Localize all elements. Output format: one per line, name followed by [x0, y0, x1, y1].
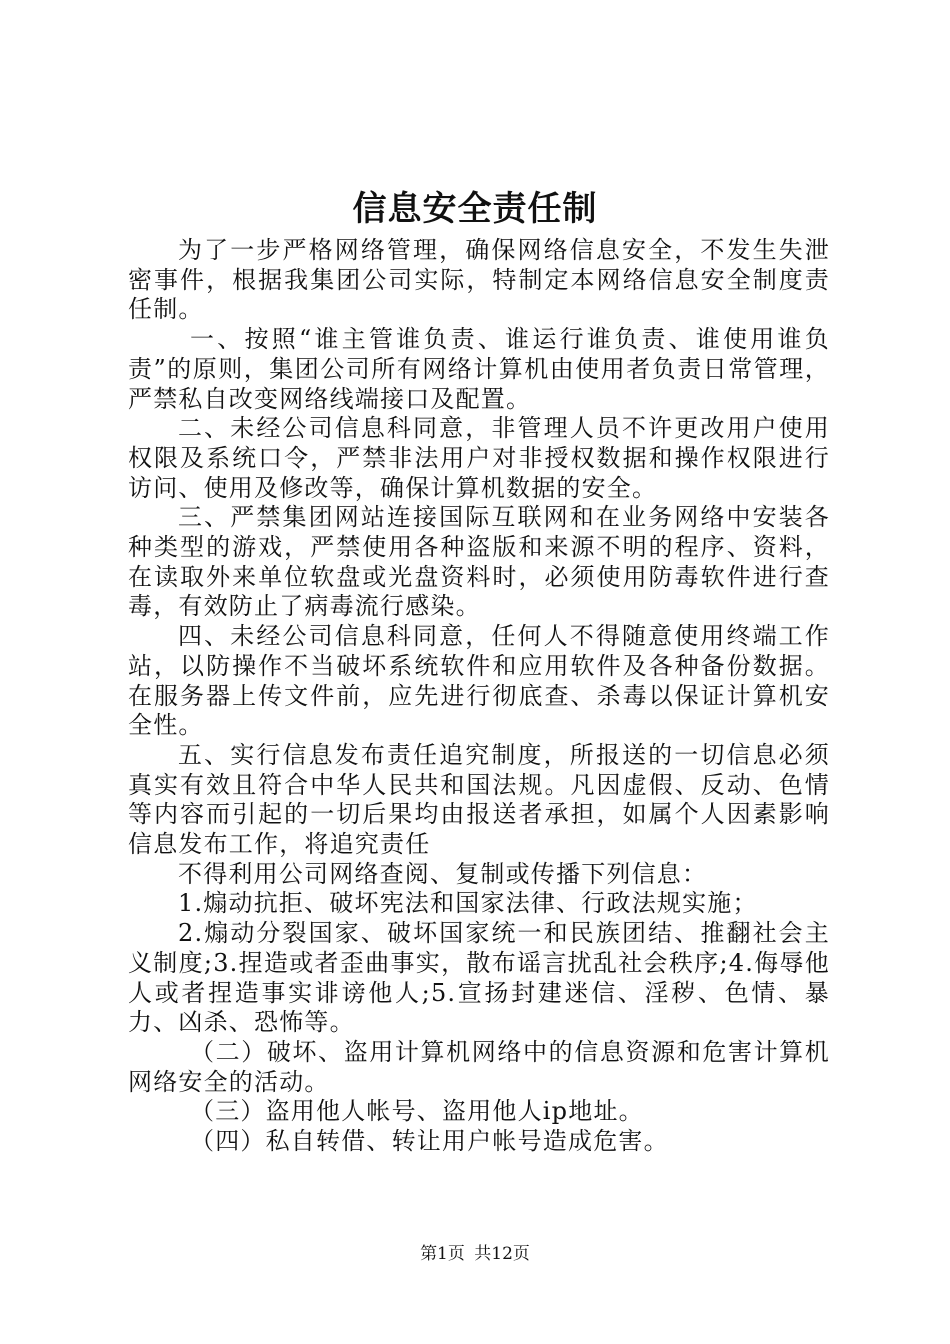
paragraph-prohibited-intro: 不得利用公司网络查阅、复制或传播下列信息：: [178, 859, 708, 888]
paragraph-item-3: 三、严禁集团网站连接国际互联网和在业务网络中安装各种类型的游戏，严禁使用各种盗版和来源不明的程序、资料，在读取外来单位软盘或光盘资料时，必须使用防毒软件进行查毒，有效防止了病毒流行感染。: [128, 503, 830, 621]
paragraph-sub-4: （四）私自转借、转让用户帐号造成危害。: [190, 1127, 669, 1156]
paragraph-sub-3: （三）盗用他人帐号、盗用他人ip地址。: [190, 1097, 644, 1126]
paragraph-sub-2: （二）破坏、盗用计算机网络中的信息资源和危害计算机网络安全的活动。: [128, 1037, 830, 1096]
paragraph-item-1: 一、按照“谁主管谁负责、谁运行谁负责、谁使用谁负责”的原则，集团公司所有网络计算机由使用者负责日常管理，严禁私自改变网络线端接口及配置。: [128, 325, 830, 413]
paragraph-item-2: 二、未经公司信息科同意，非管理人员不许更改用户使用权限及系统口令，严禁非法用户对非授权数据和操作权限进行访问、使用及修改等，确保计算机数据的安全。: [128, 414, 830, 502]
paragraph-item-4: 四、未经公司信息科同意，任何人不得随意使用终端工作站，以防操作不当破坏系统软件和应用软件及各种备份数据。在服务器上传文件前，应先进行彻底查、杀毒以保证计算机安全性。: [128, 622, 830, 740]
paragraph-prohibited-1: 1.煽动抗拒、破坏宪法和国家法律、行政法规实施；: [178, 889, 758, 918]
page-number-footer: 第1页 共12页: [420, 1244, 530, 1264]
paragraph-item-5: 五、实行信息发布责任追究制度，所报送的一切信息必须真实有效且符合中华人民共和国法规。凡因虚假、反动、色情等内容而引起的一切后果均由报送者承担，如属个人因素影响信息发布工作，将追究责任: [128, 740, 830, 859]
paragraph-prohibited-2-5: 2.煽动分裂国家、破坏国家统一和民族团结、推翻社会主义制度;3.捏造或者歪曲事实，散布谣言扰乱社会秩序;4.侮辱他人或者捏造事实诽谤他人;5.宣扬封建迷信、淫秽、色情、暴力、凶杀、恐怖等。: [128, 919, 830, 1037]
paragraph-intro: 为了一步严格网络管理，确保网络信息安全，不发生失泄密事件，根据我集团公司实际，特制定本网络信息安全制度责任制。: [128, 236, 830, 324]
document-title: 信息安全责任制: [352, 189, 598, 229]
document-body: [128, 236, 830, 1157]
